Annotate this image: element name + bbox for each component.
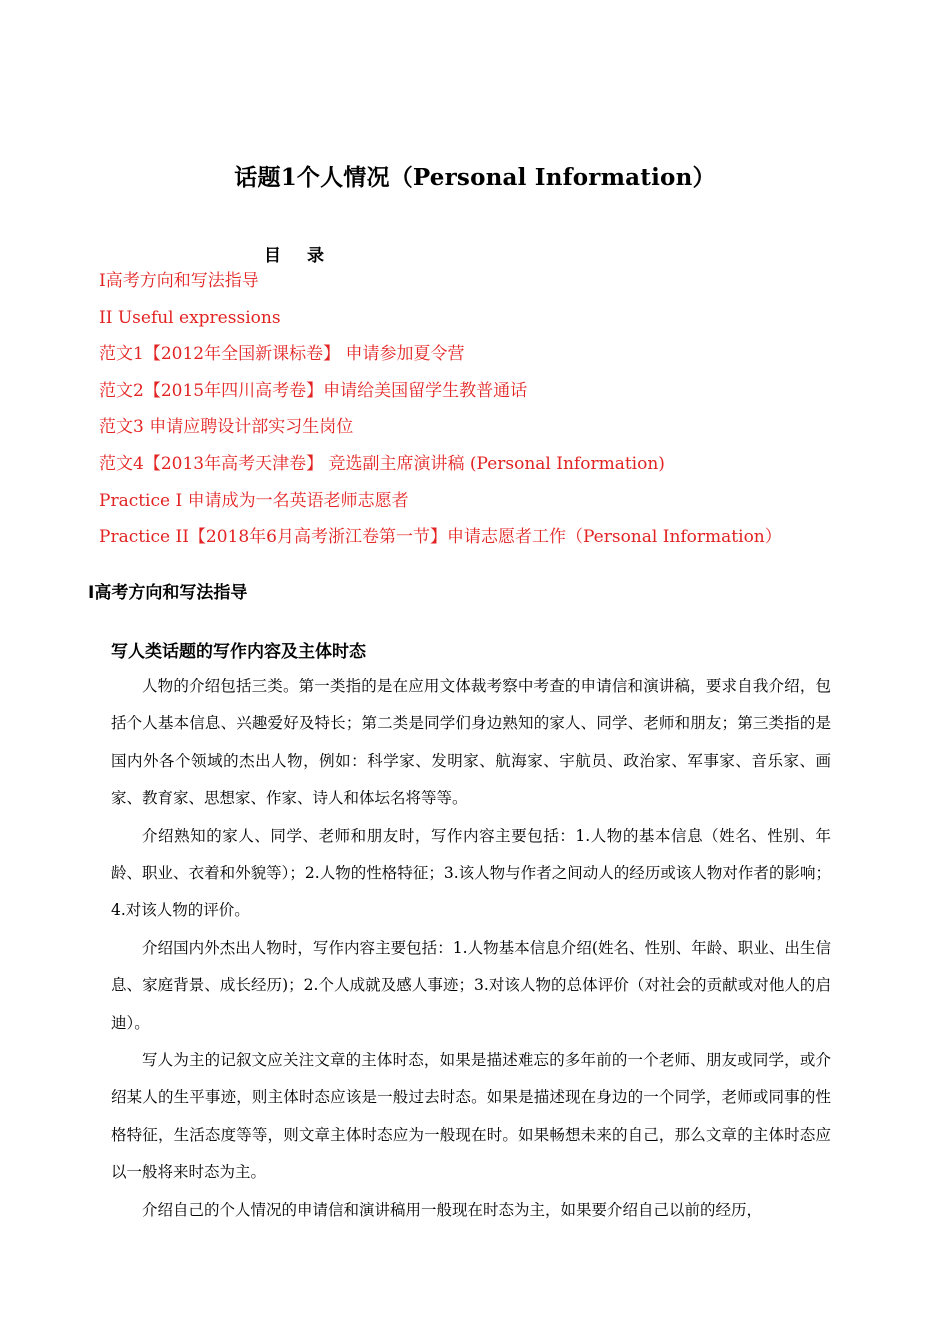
toc-link-guide[interactable]: I高考方向和写法指导 [99, 271, 259, 291]
toc-link-sample-4[interactable]: 范文4【2013年高考天津卷】 竞选副主席演讲稿 (Personal Information) [99, 453, 665, 474]
toc-link-practice-2[interactable]: Practice II【2018年6月高考浙江卷第一节】申请志愿者工作（Personal Information） [99, 527, 782, 548]
section-heading: I高考方向和写法指导 [88, 583, 248, 603]
toc-heading-right: 录 [307, 246, 324, 266]
paragraph: 介绍自己的个人情况的申请信和演讲稿用一般现在时态为主，如果要介绍自己以前的经历， [142, 1200, 763, 1219]
table-of-contents [99, 266, 782, 559]
paragraph: 人物的介绍包括三类。第一类指的是在应用文体裁考察中考查的申请信和演讲稿，要求自我介绍，包括个人基本信息、兴趣爱好及特长；第二类是同学们身边熟知的家人、同学、老师和朋友；第三类指的是国内外各个领域的杰出人物，例如：科学家、发明家、航海家、宇航员、政治家、军事家、音乐家、画家、教育家、思想家、作家、诗人和体坛名将等等。 [111, 677, 831, 808]
paragraph: 介绍熟知的家人、同学、老师和朋友时，写作内容主要包括：1.人物的基本信息（姓名、性别、年龄、职业、衣着和外貌等）；2.人物的性格特征；3.该人物与作者之间动人的经历或该人物对作者的影响；4.对该人物的评价。 [111, 826, 831, 920]
toc-link-practice-1[interactable]: Practice I 申请成为一名英语老师志愿者 [99, 490, 409, 511]
body-text [111, 668, 831, 1229]
toc-link-useful-expressions[interactable]: II Useful expressions [99, 307, 281, 328]
toc-link-sample-1[interactable]: 范文1【2012年全国新课标卷】 申请参加夏令营 [99, 344, 465, 365]
toc-heading-left: 目 [264, 246, 281, 266]
sub-heading: 写人类话题的写作内容及主体时态 [111, 642, 366, 662]
paragraph: 写人为主的记叙文应关注文章的主体时态，如果是描述难忘的多年前的一个老师、朋友或同学，或介绍某人的生平事迹，则主体时态应该是一般过去时态。如果是描述现在身边的一个同学，老师或同事的性格特征，生活态度等等，则文章主体时态应为一般现在时。如果畅想未来的自己，那么文章的主体时态应以一般将来时态为主。 [111, 1051, 831, 1182]
toc-link-sample-3[interactable]: 范文3 申请应聘设计部实习生岗位 [99, 417, 354, 438]
paragraph: 介绍国内外杰出人物时，写作内容主要包括：1.人物基本信息介绍(姓名、性别、年龄、职业、出生信息、家庭背景、成长经历)；2.个人成就及感人事迹；3.对该人物的总体评价（对社会的贡献或对他人的启迪）。 [111, 938, 831, 1032]
document-title: 话题1个人情况（Personal Information） [234, 164, 716, 191]
toc-link-sample-2[interactable]: 范文2【2015年四川高考卷】申请给美国留学生教普通话 [99, 380, 528, 401]
